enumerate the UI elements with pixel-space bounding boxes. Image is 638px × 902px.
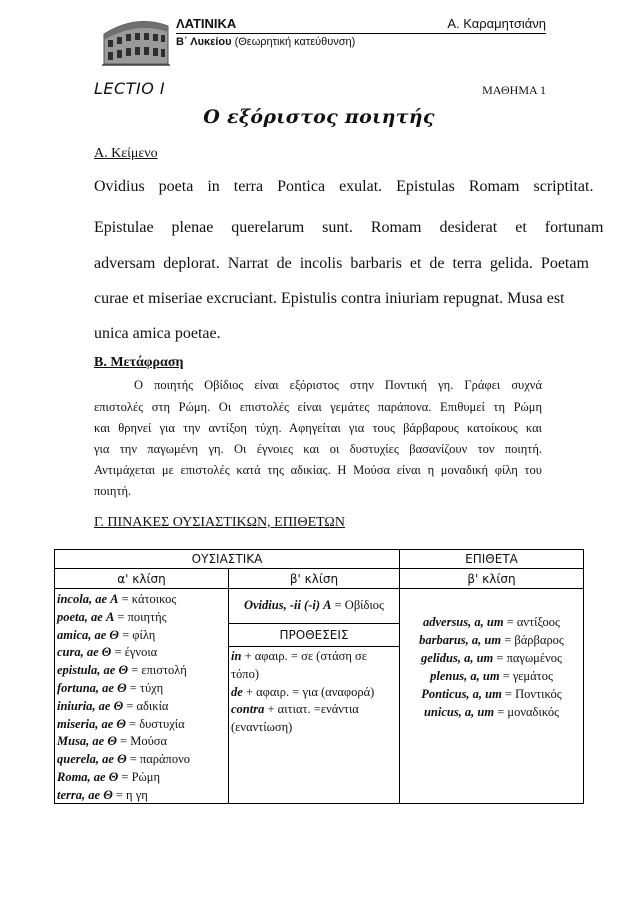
latin-word: epistula, ae [57,663,116,678]
preposition-entry [231,701,399,719]
usage: (εναντίωση) [231,720,293,735]
noun-entry [244,597,384,615]
preposition-entry [231,719,399,737]
adjective-entry [400,649,583,667]
meaning: = επιστολή [128,663,187,678]
noun-entry [57,769,228,787]
meaning: = ποιητής [114,609,167,624]
author-name: Α. Καραμητσιάνη [447,16,546,31]
noun-entry [57,644,228,662]
translation-line: Ο ποιητής Οβίδιος είναι εξόριστος στην Ποντική γη. Γράφει συχνά [134,378,542,392]
usage: τόπο) [231,666,259,681]
latin-word: in [231,649,242,663]
meaning: = αντίξοος [503,615,561,629]
latin-word: plenus, a, um [430,669,500,683]
noun-entry [57,733,228,751]
first-declension-list [54,588,229,804]
section-heading-text: Α. Κείμενο [94,146,158,161]
adjective-entry [400,631,583,649]
meaning: = φίλη [118,627,156,642]
meaning: = μοναδικός [494,705,560,719]
first-declension-header: α' κλίση [54,568,229,589]
adjective-entry [400,685,583,703]
gender: Θ [100,787,113,802]
lectio-label: LECTIO I [94,79,166,98]
noun-entry [57,698,228,716]
translation-line: για την παγωμένη γη. Οι έγνοιες και οι δυστυχίες βασανίζουν τον ποιητή. [94,442,542,456]
gender: Θ [104,734,117,749]
latin-text-line: adversam deplorat. Narrat de incolis barbaris et de terra gelida. Poetam [94,255,589,272]
meaning: = κάτοικος [118,592,177,606]
latin-word: amica, ae [57,627,107,642]
gender: Θ [110,698,124,713]
vocabulary-table [54,549,584,804]
latin-word: querela, ae [57,752,114,767]
latin-word: adversus, a, um [422,615,504,629]
gender: Α [107,592,119,606]
meaning: = τύχη [126,680,164,695]
gender: Θ [98,645,112,660]
adjectives-list [399,588,584,804]
grade-label [176,36,355,48]
meaning: = Ποντικός [501,687,562,701]
gender: Θ [115,663,129,678]
meaning: = βάρβαρος [501,633,564,647]
adjective-entry [400,703,583,721]
meaning: = γεμάτος [499,669,553,683]
meaning: = Οβίδιος [331,598,385,613]
noun-entry [57,591,228,609]
usage: + αφαιρ. = για (αναφορά) [242,684,375,699]
meaning: = παγωμένος [493,651,562,665]
adjectives-header: ΕΠΙΘΕΤΑ [399,549,584,569]
grade-rest: (Θεωρητική κατεύθυνση) [231,36,356,48]
latin-word: cura, ae [57,645,99,660]
latin-text-line: Epistulae plenae querelarum sunt. Romam desiderat et fortunam [94,219,604,236]
translation-line: και θρηνεί για την αντίξοη τύχη. Αφηγείται για τους βάρβαρους κατοίκους και [94,421,542,435]
latin-text-line: unica amica poetae. [94,325,221,342]
latin-text-line: Ovidius poeta in terra Pontica exulat. Epistulas Romam scriptitat. [94,178,594,195]
prepositions-list [228,646,400,804]
noun-entry [57,662,228,680]
latin-text-line: curae et miseriae excruciant. Epistulis contra iniuriam repugnat. Musa est [94,290,565,307]
translation-line: Αντιμάχεται με επιστολές κατά της αδικίας. Η Μούσα είναι η μοναδική φίλη του [94,463,542,477]
meaning: = Ρώμη [118,769,160,784]
colosseum-logo-icon [100,12,172,68]
gender: Α [102,609,115,624]
latin-word: incola, ae [57,592,107,606]
grade-bold: Β΄ Λυκείου [176,36,232,48]
latin-word: Roma, ae [57,769,106,784]
meaning: = αδικία [123,698,169,713]
preposition-entry [231,666,399,684]
adj-declension-header: β' κλίση [399,568,584,589]
second-declension-header: β' κλίση [228,568,400,589]
latin-word: Ovidius, -ii (-i) [243,598,321,613]
latin-word: contra [231,702,265,717]
noun-entry [57,787,228,805]
lesson-label: ΜΑΘΗΜΑ 1 [482,83,546,97]
preposition-entry [231,684,399,702]
gender: Θ [113,716,126,731]
noun-entry [57,716,228,734]
section-heading-translation: Β. Μετάφραση [94,355,184,370]
noun-entry [57,751,228,769]
usage: + αφαιρ. = σε (στάση σε [241,649,368,663]
second-declension-cell [228,588,400,624]
meaning: = η γη [112,787,148,802]
latin-word: barbarus, a, um [419,633,502,647]
adjective-entry [400,613,583,631]
translation-line: επιστολές στη Ρώμη. Οι επιστολές είναι γεμάτες παράπονα. Επιθυμεί τη Ρώμη [94,400,542,414]
usage: + αιτιατ. =ενάντια [264,702,359,717]
latin-word: de [231,684,243,699]
gender: Θ [106,627,119,642]
latin-word: poeta, ae [57,609,103,624]
gender: Θ [113,680,127,695]
latin-word: terra, ae [57,787,101,802]
latin-word: miseria, ae [57,716,114,731]
latin-word: unicus, a, um [423,705,495,719]
subject-title: ΛΑΤΙΝΙΚΑ [176,16,237,31]
prepositions-header: ΠΡΟΘΕΣΕΙΣ [228,623,400,647]
latin-word: fortuna, ae [57,680,114,695]
latin-word: iniuria, ae [57,698,111,713]
adjective-entry [400,667,583,685]
meaning: = Μούσα [116,734,168,749]
latin-word: Musa, ae [57,734,105,749]
section-heading-tables: Γ. ΠΙΝΑΚΕΣ ΟΥΣΙΑΣΤΙΚΩΝ, ΕΠΙΘΕΤΩΝ [94,515,345,530]
latin-word: gelidus, a, um [421,651,494,665]
noun-entry [57,609,228,627]
header-divider [176,33,546,34]
translation-line: ποιητή. [94,484,132,498]
gender: Α [320,598,332,613]
nouns-header: ΟΥΣΙΑΣΤΙΚΑ [54,549,400,569]
latin-word: Ponticus, a, um [421,687,502,701]
meaning: = παράπονο [126,752,191,767]
meaning: = έγνοια [111,645,158,660]
noun-entry [57,627,228,645]
preposition-entry [231,648,399,666]
page-title: Ο εξόριστος ποιητής [203,106,435,128]
gender: Θ [113,752,127,767]
noun-entry [57,680,228,698]
gender: Θ [105,769,119,784]
meaning: = δυστυχία [125,716,185,731]
